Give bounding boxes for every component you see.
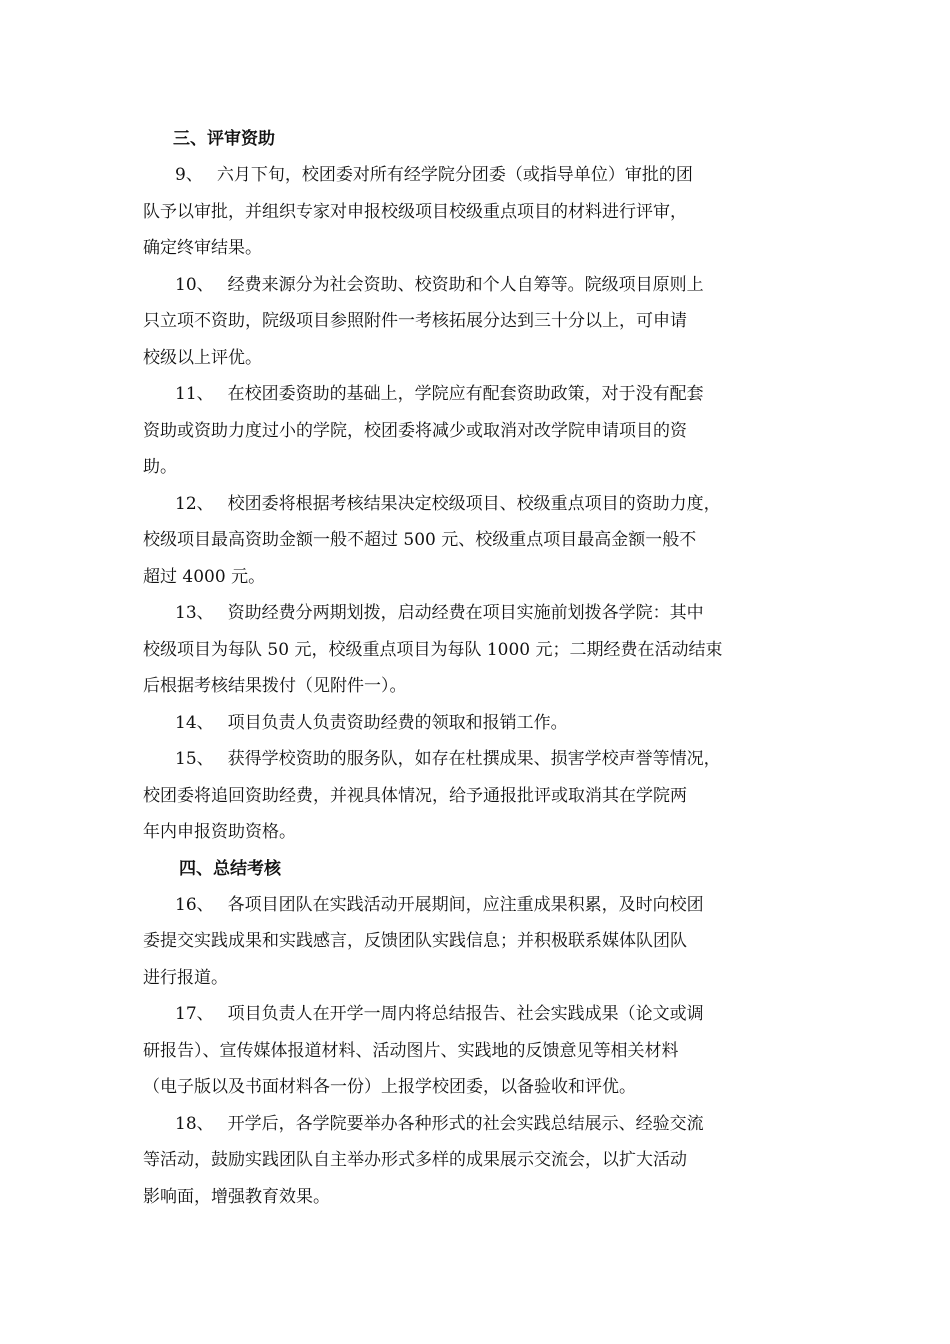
paragraph-item-9 — [143, 157, 783, 267]
paragraph-line: 进行报道。 — [143, 967, 228, 988]
paragraph-item-10 — [143, 267, 783, 377]
item-number: 10、 — [175, 274, 214, 295]
paragraph-item-17 — [143, 996, 783, 1106]
paragraph-line: 队予以审批，并组织专家对申报校级项目校级重点项目的材料进行评审， — [143, 201, 687, 222]
paragraph-line: （电子版以及书面材料各一份）上报学校团委，以备验收和评优。 — [143, 1077, 636, 1097]
paragraph-item-13 — [143, 595, 783, 705]
section-heading-summary-assessment: 四、总结考核 — [179, 858, 281, 879]
paragraph-item-16 — [143, 887, 783, 997]
paragraph-line: 校级以上评优。 — [143, 347, 262, 368]
item-number: 9、 — [175, 165, 203, 185]
paragraph-line: 资助或资助力度过小的学院，校团委将减少或取消对改学院申请项目的资 — [143, 420, 687, 441]
paragraph-line: 开学后，各学院要举办各种形式的社会实践总结展示、经验交流 — [227, 1113, 704, 1134]
paragraph-line: 项目负责人在开学一周内将总结报告、社会实践成果（论文或调 — [227, 1004, 704, 1024]
paragraph-line: 校级项目最高资助金额一般不超过 500 元、校级重点项目最高金额一般不 — [143, 530, 697, 550]
item-number: 18、 — [175, 1113, 214, 1134]
paragraph-item-15 — [143, 741, 783, 851]
paragraph-line: 超过 4000 元。 — [143, 566, 266, 587]
paragraph-line: 获得学校资助的服务队，如存在杜撰成果、损害学校声誉等情况， — [227, 749, 721, 769]
paragraph-line: 六月下旬，校团委对所有经学院分团委（或指导单位）审批的团 — [216, 165, 693, 185]
paragraph-line: 校团委将追回资助经费，并视具体情况，给予通报批评或取消其在学院两 — [143, 785, 687, 806]
paragraph-item-11 — [143, 376, 783, 486]
item-number: 15、 — [175, 749, 214, 769]
item-number: 12、 — [175, 493, 214, 514]
paragraph-line: 项目负责人负责资助经费的领取和报销工作。 — [227, 712, 568, 733]
paragraph-line: 确定终审结果。 — [143, 238, 262, 258]
item-number: 13、 — [175, 603, 214, 623]
paragraph-line: 只立项不资助，院级项目参照附件一考核拓展分达到三十分以上，可申请 — [143, 311, 687, 331]
paragraph-line: 研报告）、宣传媒体报道材料、活动图片、实践地的反馈意见等相关材料 — [143, 1040, 679, 1061]
section-heading-review-funding: 三、评审资助 — [173, 129, 275, 149]
paragraph-item-12 — [143, 486, 783, 596]
item-number: 16、 — [175, 894, 214, 915]
item-number: 11、 — [175, 384, 214, 404]
paragraph-item-14 — [143, 705, 783, 742]
item-number: 14、 — [175, 712, 214, 733]
paragraph-item-18 — [143, 1106, 783, 1216]
paragraph-line: 校团委将根据考核结果决定校级项目、校级重点项目的资助力度， — [227, 493, 721, 514]
paragraph-line: 各项目团队在实践活动开展期间，应注重成果积累，及时向校团 — [227, 894, 704, 915]
paragraph-line: 助。 — [143, 457, 177, 477]
paragraph-line: 校级项目为每队 50 元，校级重点项目为每队 1000 元；二期经费在活动结束 — [143, 639, 723, 660]
paragraph-line: 资助经费分两期划拨，启动经费在项目实施前划拨各学院：其中 — [227, 603, 704, 623]
document-content — [143, 121, 783, 1215]
paragraph-line: 年内申报资助资格。 — [143, 822, 296, 842]
paragraph-line: 影响面，增强教育效果。 — [143, 1186, 330, 1207]
paragraph-line: 后根据考核结果拨付（见附件一）。 — [143, 676, 407, 696]
paragraph-line: 委提交实践成果和实践感言，反馈团队实践信息；并积极联系媒体队团队 — [143, 931, 687, 951]
paragraph-line: 在校团委资助的基础上，学院应有配套资助政策，对于没有配套 — [227, 384, 704, 404]
paragraph-line: 经费来源分为社会资助、校资助和个人自筹等。院级项目原则上 — [227, 274, 704, 295]
paragraph-line: 等活动，鼓励实践团队自主举办形式多样的成果展示交流会，以扩大活动 — [143, 1150, 687, 1170]
item-number: 17、 — [175, 1004, 214, 1024]
